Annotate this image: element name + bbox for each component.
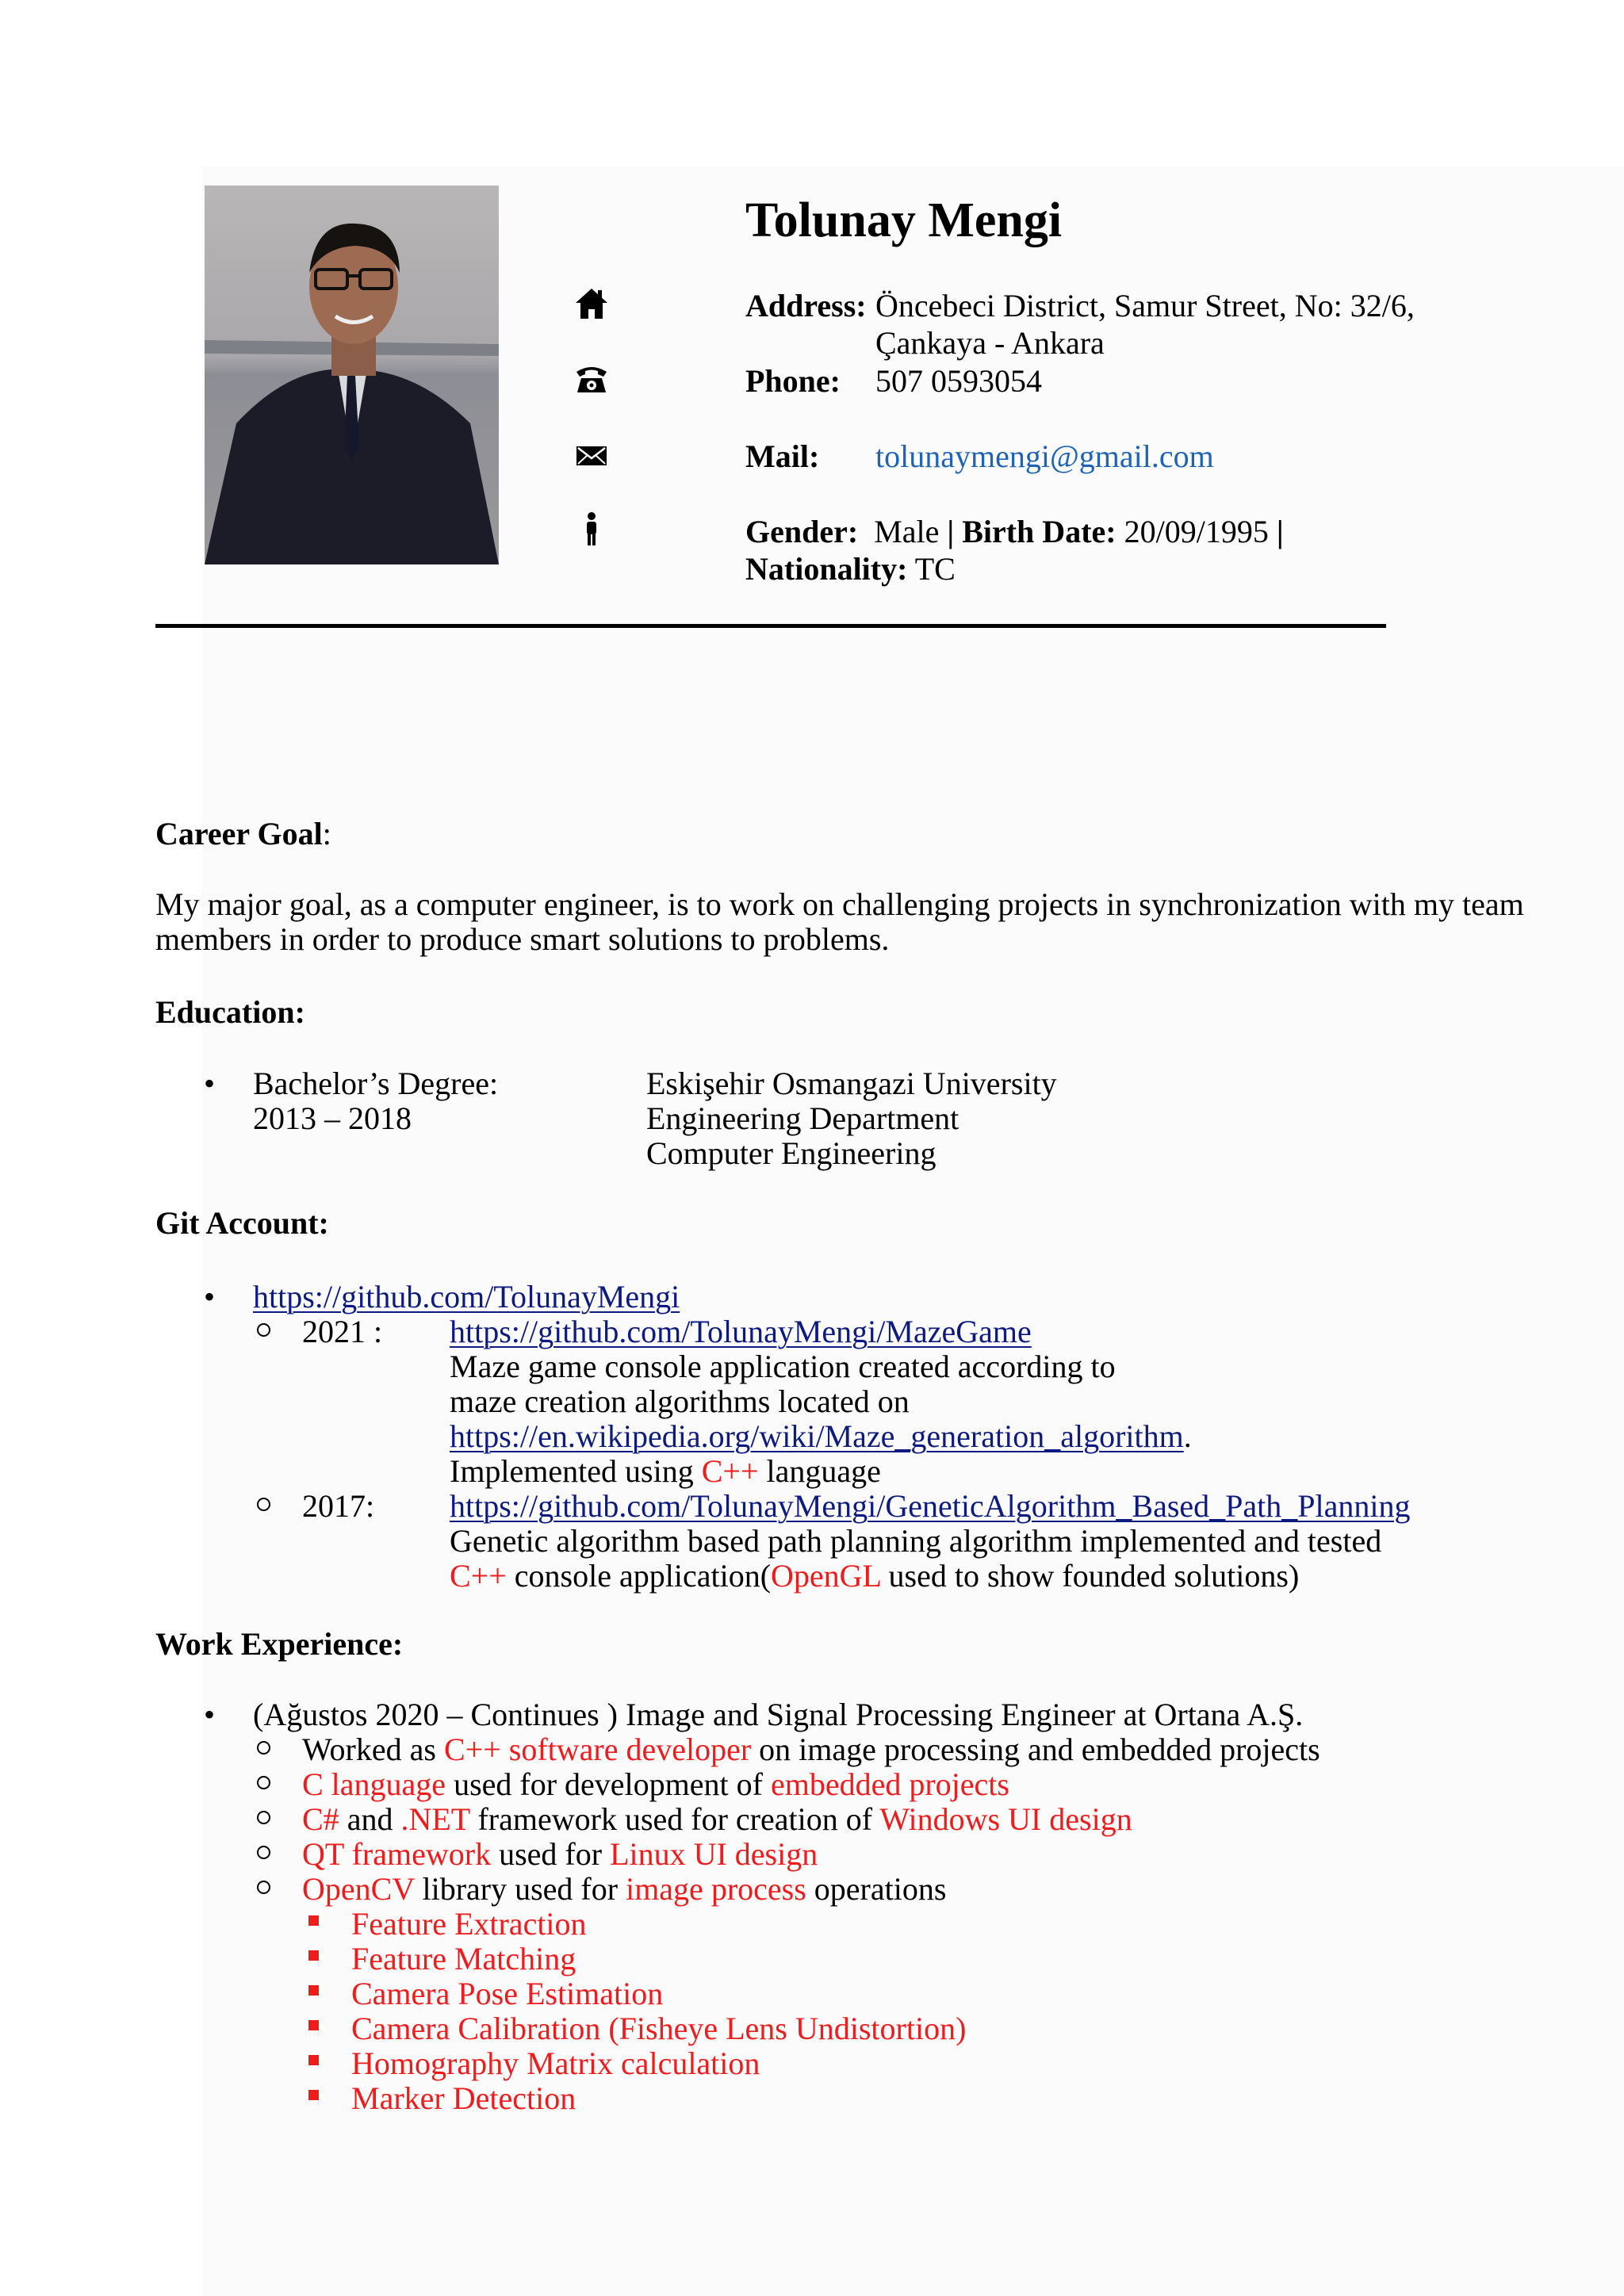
sub-bullet [257, 1741, 270, 1758]
opencv-topic: Camera Calibration (Fisheye Lens Undistortion) [351, 2011, 967, 2046]
opencv-topic: Feature Extraction [351, 1906, 587, 1942]
program-name: Computer Engineering [646, 1135, 936, 1171]
address-line-1: Öncebeci District, Samur Street, No: 32/6, [875, 288, 1415, 323]
work-item: C# and .NET framework used for creation of Windows UI design [302, 1801, 1132, 1837]
address-label: Address: [745, 288, 867, 323]
work-item: C language used for development of embedded projects [302, 1766, 1009, 1802]
project-desc-line: Implemented using C++ language [450, 1453, 881, 1489]
job-title: (Ağustos 2020 – Continues ) Image and Signal Processing Engineer at Ortana A.Ş. [253, 1697, 1304, 1732]
sub-bullet [257, 1776, 270, 1793]
opencv-topic: Camera Pose Estimation [351, 1976, 664, 2011]
project-desc-line: maze creation algorithms located on [450, 1383, 910, 1419]
bullet: • [204, 1279, 216, 1314]
git-heading: Git Account: [155, 1205, 329, 1241]
phone-label: Phone: [745, 363, 841, 399]
work-item: OpenCV library used for image process operations [302, 1871, 947, 1907]
department-name: Engineering Department [646, 1100, 959, 1136]
project-year: 2017: [302, 1488, 375, 1524]
opencv-topic: Marker Detection [351, 2080, 576, 2116]
project-desc-line: C++ console application(OpenGL used to show founded solutions) [450, 1558, 1300, 1594]
nationality-line: Nationality: TC [745, 551, 956, 587]
opencv-topic: Feature Matching [351, 1941, 576, 1976]
envelope-icon [573, 437, 610, 473]
university-name: Eskişehir Osmangazi University [646, 1066, 1057, 1101]
house-icon [573, 285, 610, 322]
project-desc-line: Genetic algorithm based path planning algorithm implemented and tested [450, 1523, 1382, 1559]
work-heading: Work Experience: [155, 1626, 404, 1662]
career-text-line-2: members in order to produce smart solutions to problems. [155, 921, 890, 957]
education-years: 2013 – 2018 [253, 1100, 412, 1136]
square-bullet [308, 1950, 319, 1965]
header-divider [155, 624, 1386, 628]
square-bullet [308, 2090, 319, 2104]
project-link-genetic[interactable]: https://github.com/TolunayMengi/GeneticAlgorithm_Based_Path_Planning [450, 1488, 1411, 1524]
bullet: • [204, 1066, 216, 1101]
work-item: QT framework used for Linux UI design [302, 1836, 818, 1872]
square-bullet [308, 1915, 319, 1930]
project-desc-line: https://en.wikipedia.org/wiki/Maze_generation_algorithm. [450, 1418, 1192, 1454]
github-profile-link[interactable]: https://github.com/TolunayMengi [253, 1279, 680, 1314]
personal-info-line: Gender: Male | Birth Date: 20/09/1995 | [745, 514, 1284, 549]
square-bullet [308, 1985, 319, 1999]
career-text-line-1: My major goal, as a computer engineer, is to work on challenging projects in synchronization with my team [155, 886, 1524, 922]
sub-bullet [257, 1881, 270, 1898]
degree-label: Bachelor’s Degree: [253, 1066, 499, 1101]
mail-label: Mail: [745, 438, 820, 474]
bullet: • [204, 1697, 216, 1732]
project-desc-line: Maze game console application created according to [450, 1349, 1116, 1384]
education-heading: Education: [155, 994, 305, 1030]
profile-photo [205, 186, 499, 564]
address-line-2: Çankaya - Ankara [875, 325, 1105, 361]
career-heading: Career Goal: [155, 816, 331, 851]
phone-number: 507 0593054 [875, 363, 1042, 399]
sub-bullet [257, 1498, 270, 1515]
sub-bullet [257, 1811, 270, 1828]
project-year: 2021 : [302, 1314, 383, 1349]
work-item: Worked as C++ software developer on image processing and embedded projects [302, 1732, 1320, 1767]
person-icon [573, 511, 610, 547]
square-bullet [308, 2020, 319, 2034]
telephone-icon [573, 361, 610, 397]
sub-bullet [257, 1846, 270, 1863]
sub-bullet [257, 1323, 270, 1341]
email-link[interactable]: tolunaymengi@gmail.com [875, 438, 1214, 474]
wikipedia-link[interactable]: https://en.wikipedia.org/wiki/Maze_generation_algorithm [450, 1418, 1184, 1454]
person-name: Tolunay Mengi [745, 193, 1063, 247]
opencv-topic: Homography Matrix calculation [351, 2045, 760, 2081]
project-link-mazegame[interactable]: https://github.com/TolunayMengi/MazeGame [450, 1314, 1032, 1349]
square-bullet [308, 2055, 319, 2069]
